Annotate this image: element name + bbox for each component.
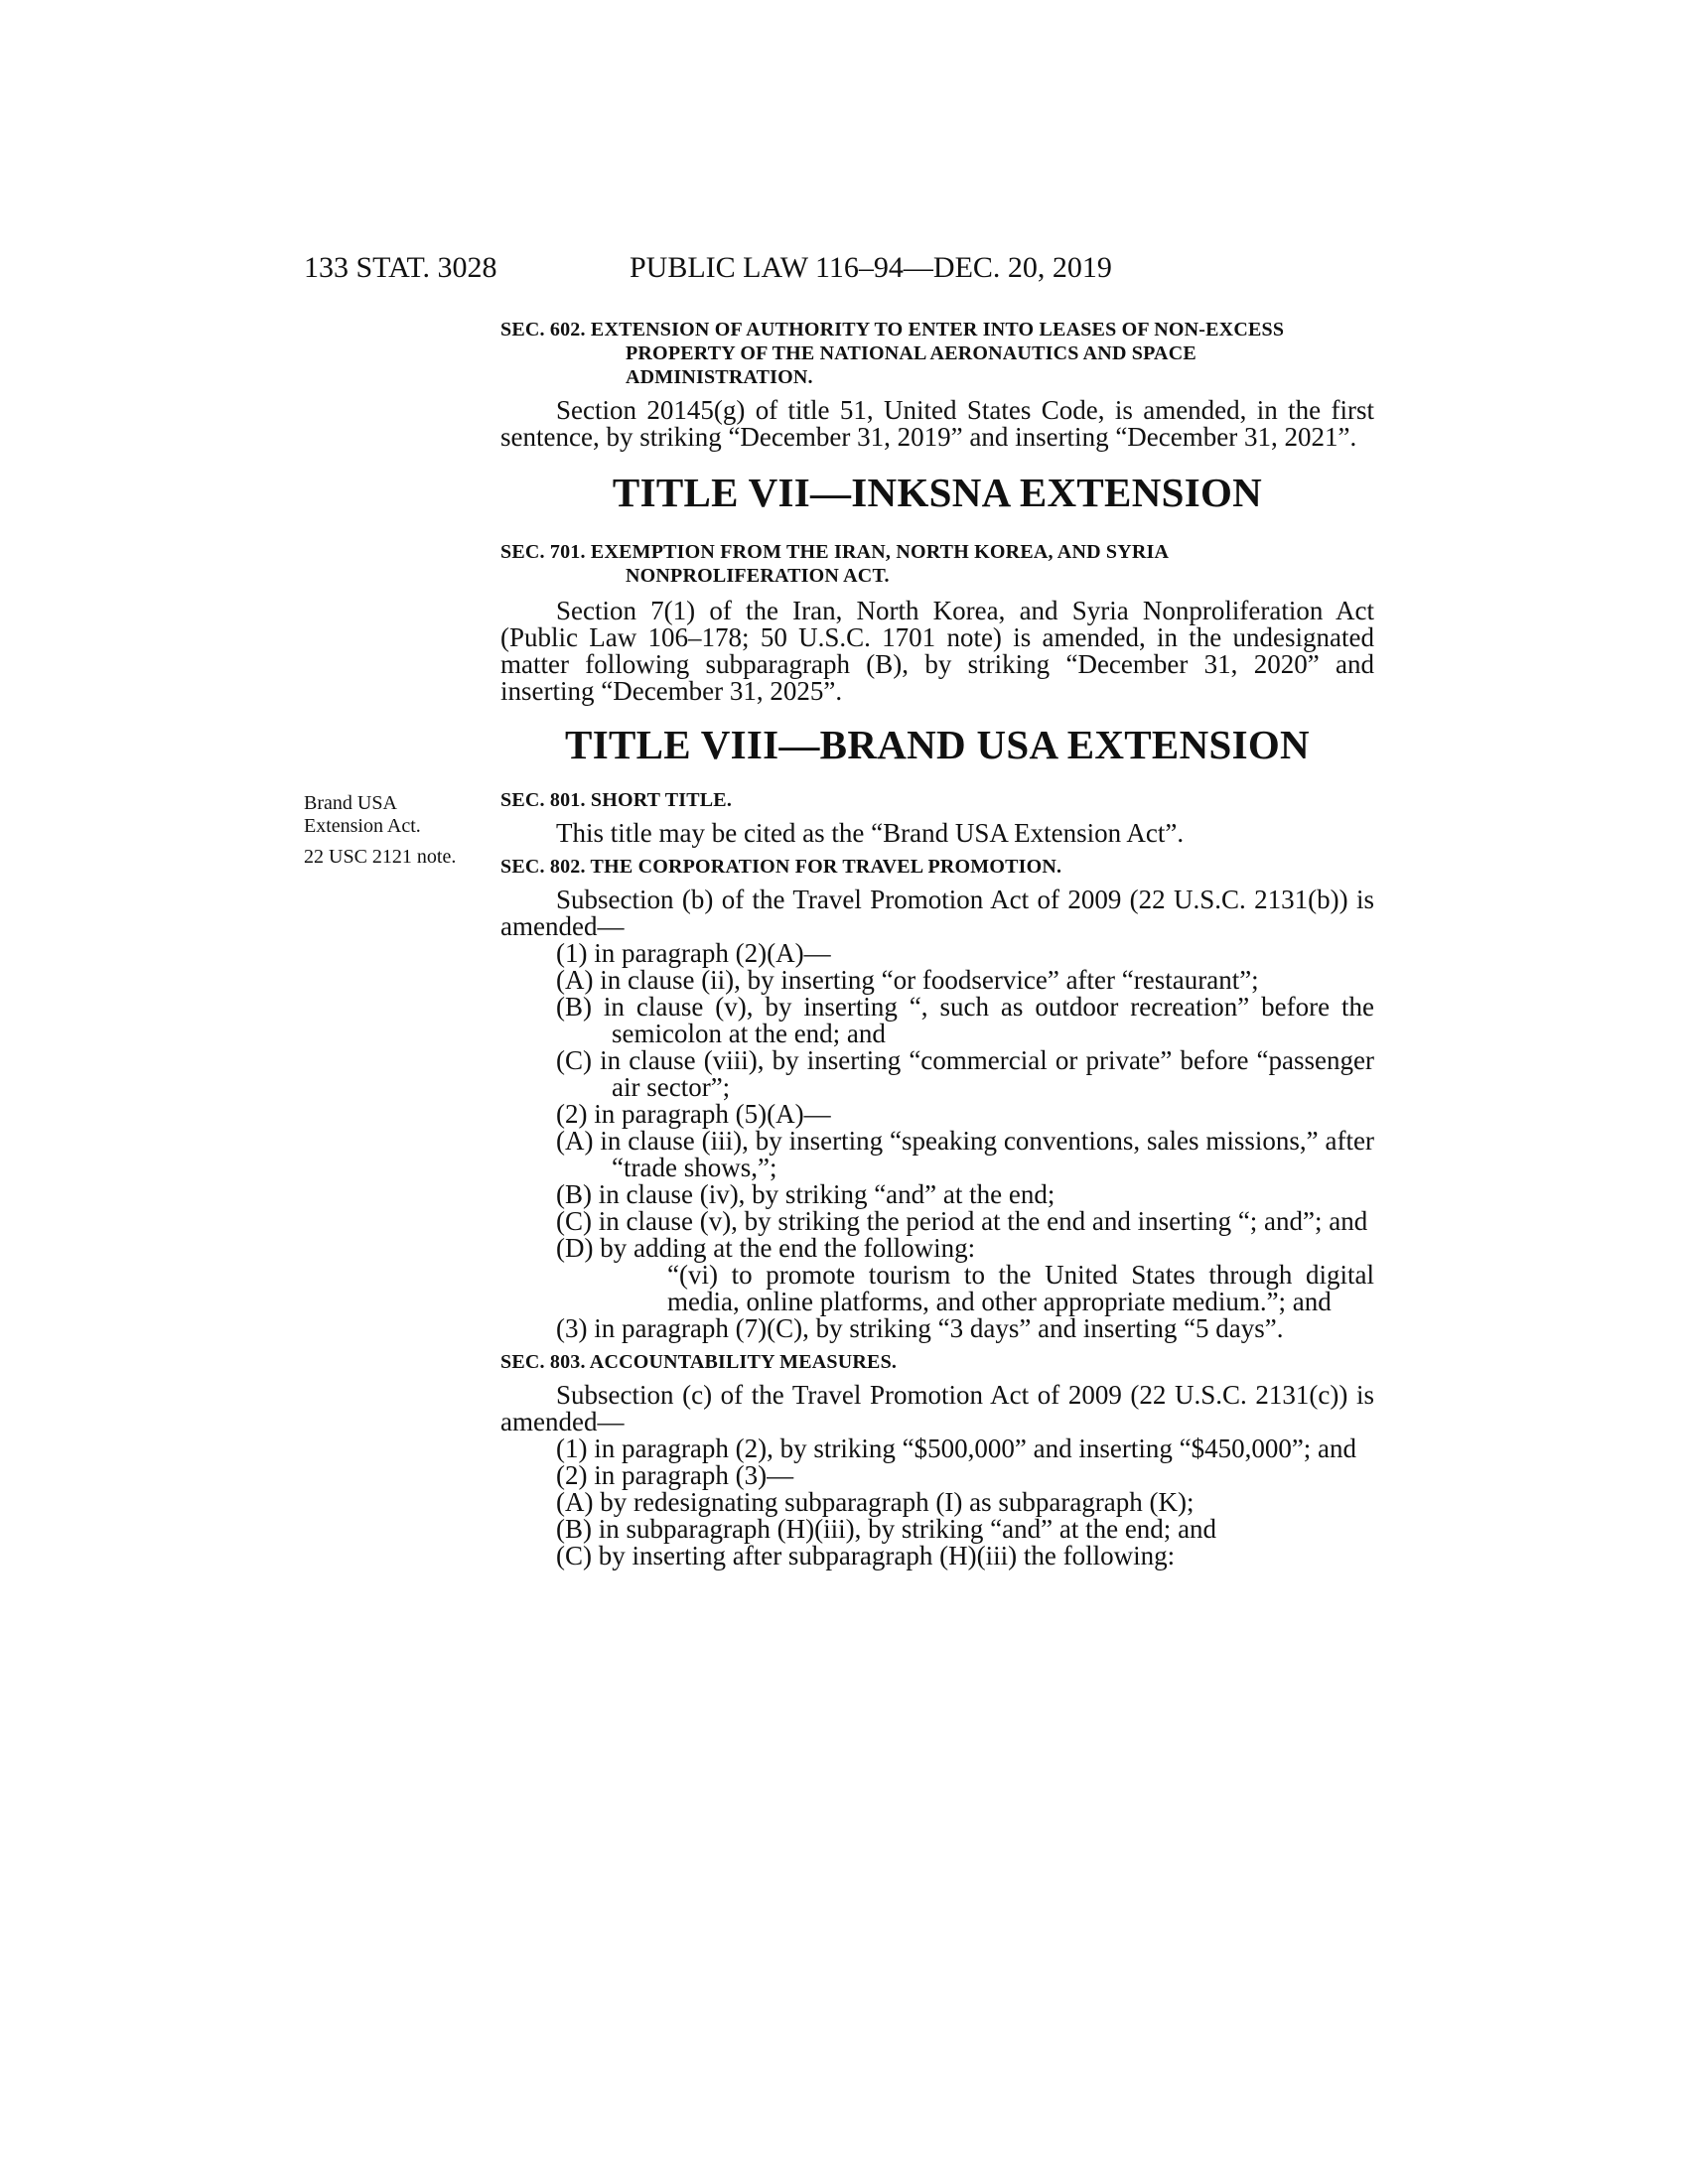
- margin-note-brand-usa: Brand USA Extension Act.: [304, 792, 421, 837]
- section-602-text: Section 20145(g) of title 51, United States Code, is amended, in the first sentence, by striking “December 31, 2019” and inserting “December 31, 2021”.: [500, 395, 1374, 452]
- title-8-heading: TITLE VIII—BRAND USA EXTENSION: [565, 722, 1310, 767]
- section-701-text: Section 7(1) of the Iran, North Korea, and Syria Nonproliferation Act (Public Law 106–178; 50 U.S.C. 1701 note) is amended, in the undesignated matter following subparagraph (B), by striking “December 31, 2020” and inserting “December 31, 2025”.: [500, 596, 1374, 706]
- section-802-paragraph-1b: (B) in clause (v), by inserting “, such as outdoor recreation” before the semicolon at the end; and: [556, 992, 1374, 1048]
- section-802-paragraph-2c: (C) in clause (v), by striking the period at the end and inserting “; and”; and: [556, 1206, 1368, 1236]
- section-802-paragraph-1c: (C) in clause (viii), by inserting “commercial or private” before “passenger air sector”;: [556, 1045, 1374, 1102]
- section-802-intro: Subsection (b) of the Travel Promotion Act of 2009 (22 U.S.C. 2131(b)) is amended—: [500, 885, 1374, 941]
- section-802-paragraph-2d: (D) by adding at the end the following:: [556, 1233, 976, 1263]
- section-802-paragraph-3: (3) in paragraph (7)(C), by striking “3 days” and inserting “5 days”.: [556, 1313, 1284, 1343]
- section-803-paragraph-2c: (C) by inserting after subparagraph (H)(iii) the following:: [556, 1541, 1176, 1570]
- public-law-title: PUBLIC LAW 116–94—DEC. 20, 2019: [630, 251, 1112, 284]
- section-802-paragraph-1: (1) in paragraph (2)(A)—: [556, 938, 831, 968]
- title-7-heading: TITLE VII—INKSNA EXTENSION: [612, 470, 1263, 515]
- section-803-paragraph-2a: (A) by redesignating subparagraph (I) as subparagraph (K);: [556, 1487, 1195, 1517]
- margin-note-usc: 22 USC 2121 note.: [304, 846, 457, 868]
- section-701-heading: SEC. 701. EXEMPTION FROM THE IRAN, NORTH KOREA, AND SYRIA NONPROLIFERATION ACT.: [500, 541, 1169, 587]
- document-body: [500, 318, 1374, 1570]
- section-803-paragraph-2: (2) in paragraph (3)—: [556, 1460, 794, 1490]
- section-802-paragraph-2b: (B) in clause (iv), by striking “and” at the end;: [556, 1179, 1055, 1209]
- section-802-heading: SEC. 802. THE CORPORATION FOR TRAVEL PROMOTION.: [500, 856, 1062, 878]
- statute-page-number: 133 STAT. 3028: [304, 251, 497, 284]
- section-602-heading: SEC. 602. EXTENSION OF AUTHORITY TO ENTER INTO LEASES OF NON-EXCESS PROPERTY OF THE NATIONAL AERONAUTICS AND SPACE ADMINISTRATION.: [500, 319, 1285, 388]
- section-801-text: This title may be cited as the “Brand USA Extension Act”.: [556, 818, 1185, 848]
- section-802-paragraph-1a: (A) in clause (ii), by inserting “or foodservice” after “restaurant”;: [556, 965, 1259, 995]
- section-802-paragraph-2: (2) in paragraph (5)(A)—: [556, 1099, 831, 1129]
- section-803-intro: Subsection (c) of the Travel Promotion Act of 2009 (22 U.S.C. 2131(c)) is amended—: [500, 1380, 1374, 1436]
- section-801-heading: SEC. 801. SHORT TITLE.: [500, 789, 733, 811]
- section-803-paragraph-1: (1) in paragraph (2), by striking “$500,000” and inserting “$450,000”; and: [556, 1433, 1357, 1463]
- section-802-paragraph-2a: (A) in clause (iii), by inserting “speaking conventions, sales missions,” after “trade shows,”;: [556, 1126, 1374, 1182]
- section-803-paragraph-2b: (B) in subparagraph (H)(iii), by striking “and” at the end; and: [556, 1514, 1217, 1544]
- section-802-quoted-clause-vi: “(vi) to promote tourism to the United States through digital media, online platforms, and other appropriate medium.”; and: [667, 1260, 1374, 1316]
- section-803-heading: SEC. 803. ACCOUNTABILITY MEASURES.: [500, 1351, 898, 1373]
